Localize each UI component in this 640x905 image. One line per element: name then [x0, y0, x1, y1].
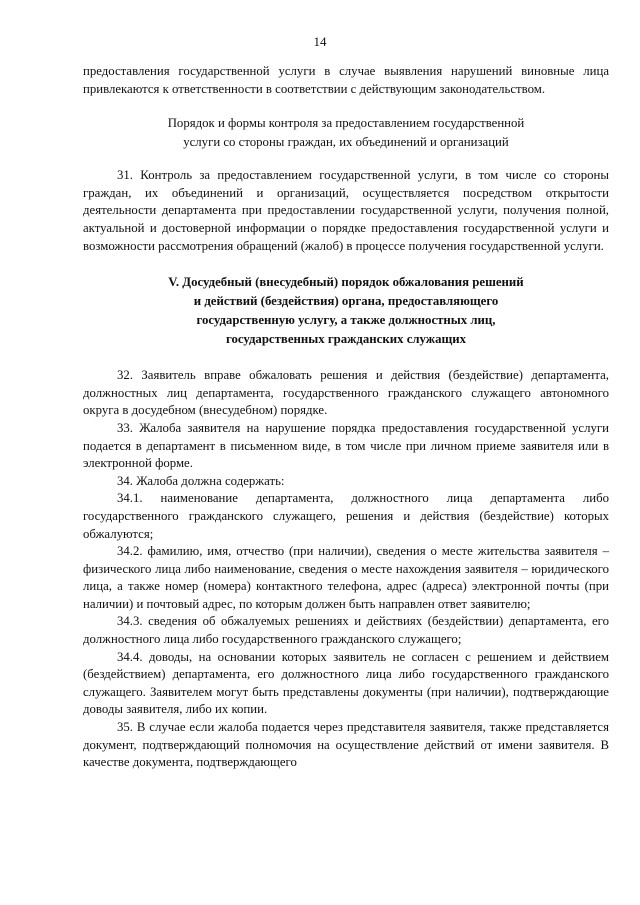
- paragraph-33: 33. Жалоба заявителя на нарушение порядка предоставления государственной услуги подается в департамент в письменном виде, в том числе при личном приеме заявителя или в электронной форме.: [83, 420, 609, 471]
- paragraph-32: 32. Заявитель вправе обжаловать решения и действия (бездействие) департамента, должностных лиц департамента, государственного гражданского служащего автономного округа в досудебном (внесудебном) порядке.: [83, 368, 609, 418]
- section-heading-line-2: и действий (бездействия) органа, предоставляющего: [193, 294, 499, 309]
- paragraph-35: 35. В случае если жалоба подается через представителя заявителя, также представляется документ, подтверждающий полномочия на осуществление действий от имени заявителя. В качестве документа, подтверждающего: [83, 720, 609, 770]
- document-body: [83, 63, 609, 772]
- paragraph-34: 34. Жалоба должна содержать:: [117, 473, 285, 488]
- subsection-heading: [83, 114, 609, 151]
- paragraph-continuation: предоставления государственной услуги в случае выявления нарушений виновные лица привлекаются к ответственности в соответствии с действующим законодательством.: [83, 64, 609, 96]
- subsection-heading-line-1: Порядок и формы контроля за предоставлением государственной: [167, 116, 525, 131]
- paragraph-34-3: 34.3. сведения об обжалуемых решениях и действиях (бездействии) департамента, его должностного лица либо государственного гражданского служащего;: [83, 614, 609, 647]
- paragraph-34-1: 34.1. наименование департамента, должностного лица департамента либо государственного гражданского служащего, решения и действия (бездействие) которых обжалуются;: [83, 491, 609, 541]
- page-number: 14: [313, 34, 327, 49]
- paragraph-34-4: 34.4. доводы, на основании которых заявитель не согласен с решением и действием (бездействием) департамента, его должностного лица либо государственного гражданского служащего. Заявителем могут быть представлены документы (при наличии), подтверждающие доводы заявителя, либо их копии.: [83, 649, 609, 717]
- section-heading-line-1: V. Досудебный (внесудебный) порядок обжалования решений: [168, 275, 524, 290]
- paragraph-34-2: 34.2. фамилию, имя, отчество (при наличии), сведения о месте жительства заявителя – физического лица либо наименование, сведения о месте нахождения заявителя – юридического лица, а также номер (номера) контактного телефона, адрес (адреса) электронной почты (при наличии) и почтовый адрес, по которым должен быть направлен ответ заявителю;: [83, 544, 609, 611]
- paragraph-31: 31. Контроль за предоставлением государственной услуги, в том числе со стороны граждан, их объединений и организаций, осуществляется посредством открытости деятельности департамента при предоставлении государственной услуги, получения полной, актуальной и достоверной информации о порядке предоставления государственной услуги и возможности рассмотрения обращений (жалоб) в процессе получения государственной услуги.: [83, 168, 609, 253]
- section-v-heading: [83, 273, 609, 349]
- section-heading-line-3: государственную услугу, а также должностных лиц,: [196, 313, 496, 328]
- subsection-heading-line-2: услуги со стороны граждан, их объединений и организаций: [183, 134, 509, 149]
- section-heading-line-4: государственных гражданских служащих: [225, 332, 467, 347]
